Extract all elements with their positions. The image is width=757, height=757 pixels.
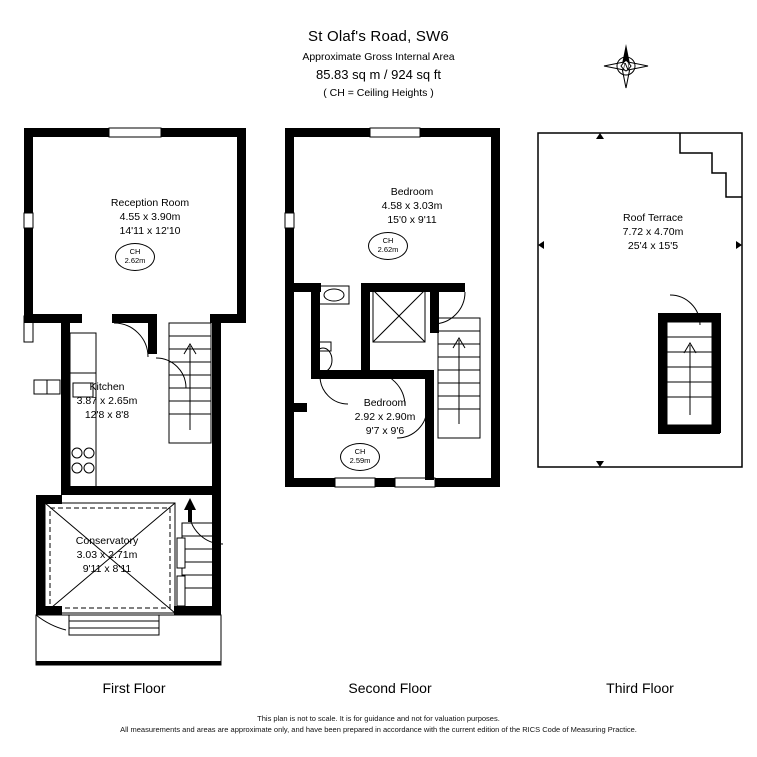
room-label-kitchen: Kitchen 3.87 x 2.65m 12'8 x 8'8 [76,381,138,422]
area-caption: Approximate Gross Internal Area [302,51,455,63]
area-value: 85.83 sq m / 924 sq ft [315,67,442,82]
ceiling-height-badge-bedroom-2: CH 2.59m [340,443,380,471]
room-label-reception: Reception Room 4.55 x 3.90m 14'11 x 12'10 [110,197,190,238]
room-label-bedroom-1: Bedroom 4.58 x 3.03m 15'0 x 9'11 [381,186,443,227]
room-label-roof-terrace: Roof Terrace 7.72 x 4.70m 25'4 x 15'5 [622,212,684,253]
page-title: St Olaf's Road, SW6 [308,28,449,45]
svg-text:N: N [622,61,630,73]
third-floor-plan [530,125,750,475]
room-label-conservatory: Conservatory 3.03 x 2.71m 9'11 x 8'11 [75,535,139,576]
ceiling-height-badge-bedroom-1: CH 2.62m [368,232,408,260]
floor-caption-third: Third Floor [606,680,674,696]
ceiling-height-note: ( CH = Ceiling Heights ) [323,87,434,99]
disclaimer [0,713,757,736]
disclaimer-line-1: This plan is not to scale. It is for guidance and not for valuation purposes. [257,714,500,723]
ceiling-height-badge-reception: CH 2.62m [115,243,155,271]
floor-caption-first: First Floor [102,680,166,696]
room-label-bedroom-2: Bedroom 2.92 x 2.90m 9'7 x 9'6 [354,397,416,438]
floor-caption-second: Second Floor [348,680,432,696]
north-arrow-icon [600,40,652,92]
disclaimer-line-2: All measurements and areas are approximate only, and have been prepared in accordance with the current edition of the RICS Code of Measuring Practice. [120,725,637,735]
second-floor-plan [275,118,515,518]
